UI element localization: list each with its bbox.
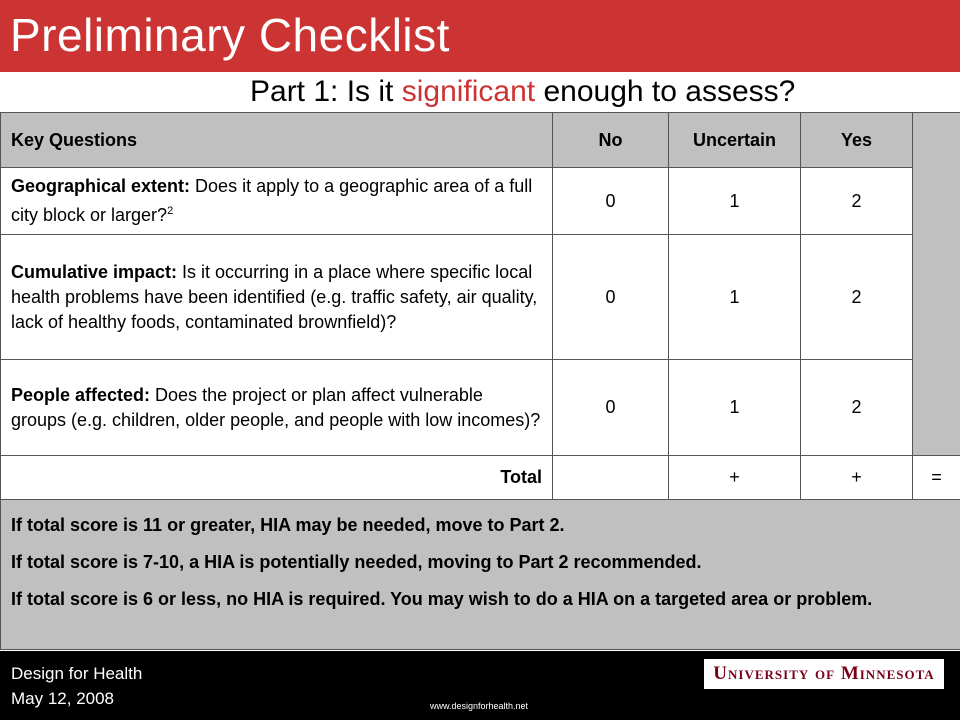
question-cell [1,168,553,235]
plus-sign: + [801,456,913,500]
subtitle [250,72,795,112]
score-uncertain: 1 [669,168,801,235]
score-no: 0 [553,360,669,456]
rule-item: If total score is 11 or greater, HIA may be needed, move to Part 2. [11,515,565,535]
header-yes: Yes [801,113,913,168]
table-row [1,235,960,360]
header-uncertain: Uncertain [669,113,801,168]
total-row [1,456,960,500]
subtitle-post: enough to assess? [535,75,796,108]
footer-org: Design for Health [11,664,143,683]
side-gray-column [913,113,960,456]
score-yes: 2 [801,235,913,360]
university-logo: University of Minnesota [704,659,944,689]
scoring-rules-row [1,500,960,650]
header-no: No [553,113,669,168]
footer-bar [0,651,960,720]
table-header-row [1,113,960,168]
scoring-rules [1,500,960,650]
equals-sign: = [913,456,960,500]
header-key-questions: Key Questions [1,113,553,168]
score-uncertain: 1 [669,235,801,360]
plus-sign: + [669,456,801,500]
score-no: 0 [553,168,669,235]
header-bar [0,0,960,72]
score-yes: 2 [801,168,913,235]
rule-item: If total score is 7-10, a HIA is potentially needed, moving to Part 2 recommended. [11,552,702,572]
subtitle-highlight: significant [401,75,536,108]
total-label: Total [1,456,553,500]
question-text: Does the project or plan affect vulnerable groups (e.g. children, older people, and people with low incomes)? [11,384,541,430]
table-row [1,360,960,456]
question-label: Cumulative impact: [11,261,178,282]
score-uncertain: 1 [669,360,801,456]
question-cell [1,360,553,456]
rule-item: If total score is 6 or less, no HIA is required. You may wish to do a HIA on a targeted area or problem. [11,589,873,609]
score-yes: 2 [801,360,913,456]
question-label: People affected: [11,384,151,405]
total-no-cell [553,456,669,500]
footer-date: May 12, 2008 [11,689,115,708]
footnote-ref: 2 [167,205,174,217]
footer-url: www.designforhealth.net [430,701,529,711]
page-title: Preliminary Checklist [10,9,450,61]
footer-info [11,661,142,711]
table-row [1,168,960,235]
checklist-table [0,112,960,650]
score-no: 0 [553,235,669,360]
question-text: Is it occurring in a place where specific local health problems have been identified (e.g. traffic safety, air quality, lack of healthy foods, contaminated brownfield)? [11,261,538,332]
question-label: Geographical extent: [11,176,191,196]
subtitle-pre: Part 1: Is it [250,75,402,108]
question-text: Does it apply to a geographic area of a full city block or larger? [11,176,533,225]
question-cell [1,235,553,360]
